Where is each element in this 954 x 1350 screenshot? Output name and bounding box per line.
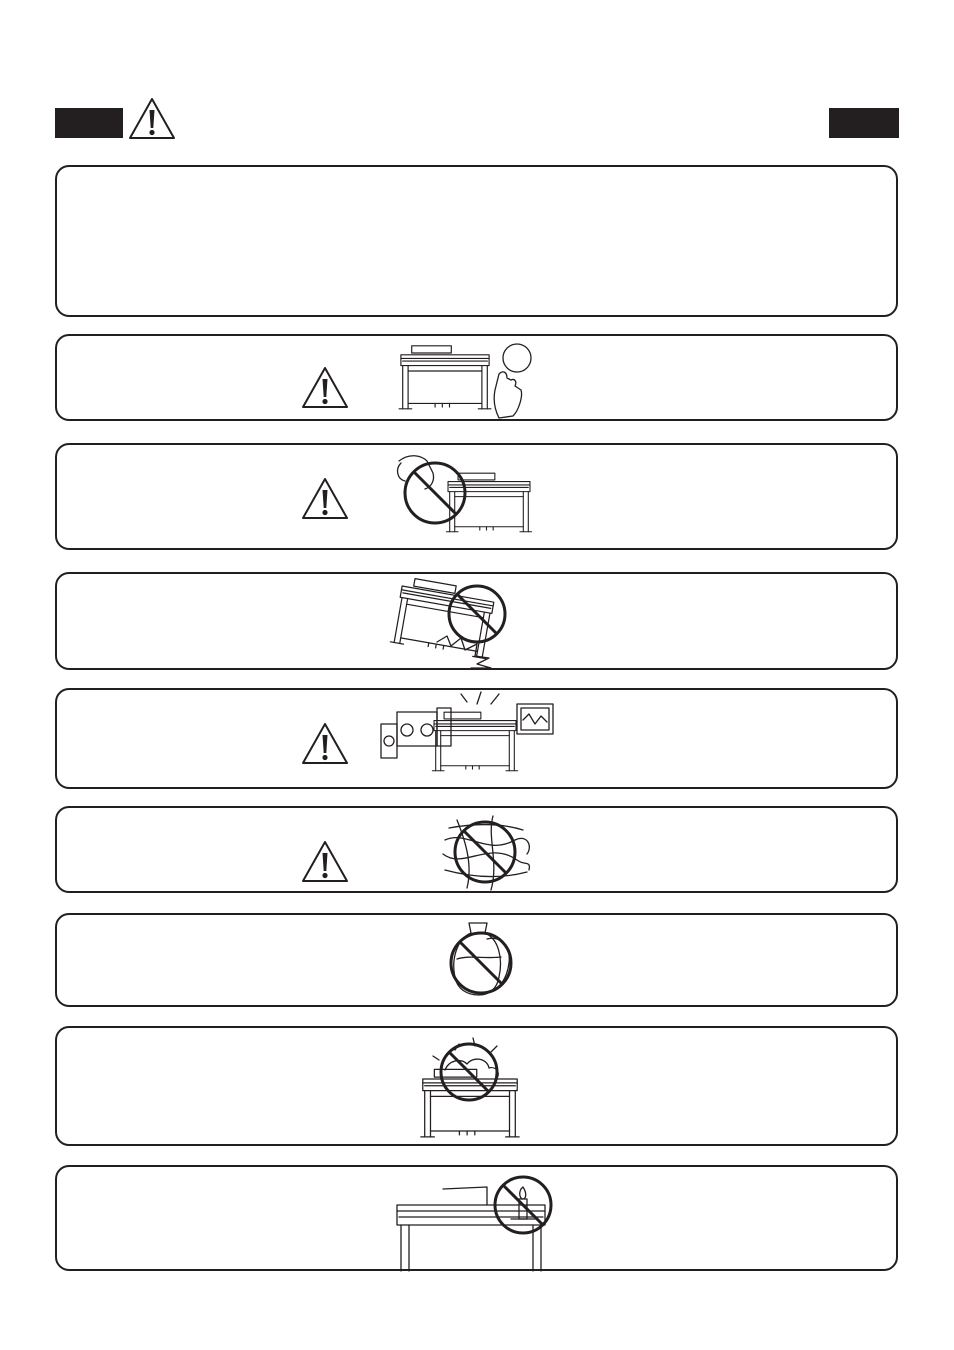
objects-on-piano-prohibited-illustration — [415, 1030, 535, 1146]
tangled-cords-prohibited-illustration — [437, 810, 537, 894]
warning-triangle-icon — [301, 477, 349, 521]
section-no-tipping — [55, 572, 898, 670]
section-no-objects-on-top — [55, 1026, 898, 1146]
vase-prohibited-illustration — [445, 919, 525, 1005]
section-no-liquids — [55, 443, 898, 550]
section-power-off — [55, 334, 898, 421]
section-cord-damage — [55, 806, 898, 893]
warning-triangle-icon — [301, 840, 349, 884]
header-label-block-right — [829, 108, 899, 138]
piano-tipping-prohibited-illustration — [381, 578, 541, 670]
piano-with-power-hand-illustration — [395, 340, 535, 420]
candle-on-piano-prohibited-illustration — [387, 1175, 557, 1271]
section-no-vases — [55, 913, 898, 1007]
intro-box — [55, 165, 898, 317]
warning-triangle-icon — [128, 97, 176, 141]
piano-with-vase-prohibited-illustration — [387, 451, 547, 547]
piano-near-electronics-illustration — [377, 690, 567, 786]
section-interference — [55, 688, 898, 789]
warning-triangle-icon — [301, 722, 349, 766]
warning-triangle-icon — [301, 366, 349, 410]
header-label-block-left — [55, 108, 123, 138]
section-no-open-flames — [55, 1165, 898, 1271]
